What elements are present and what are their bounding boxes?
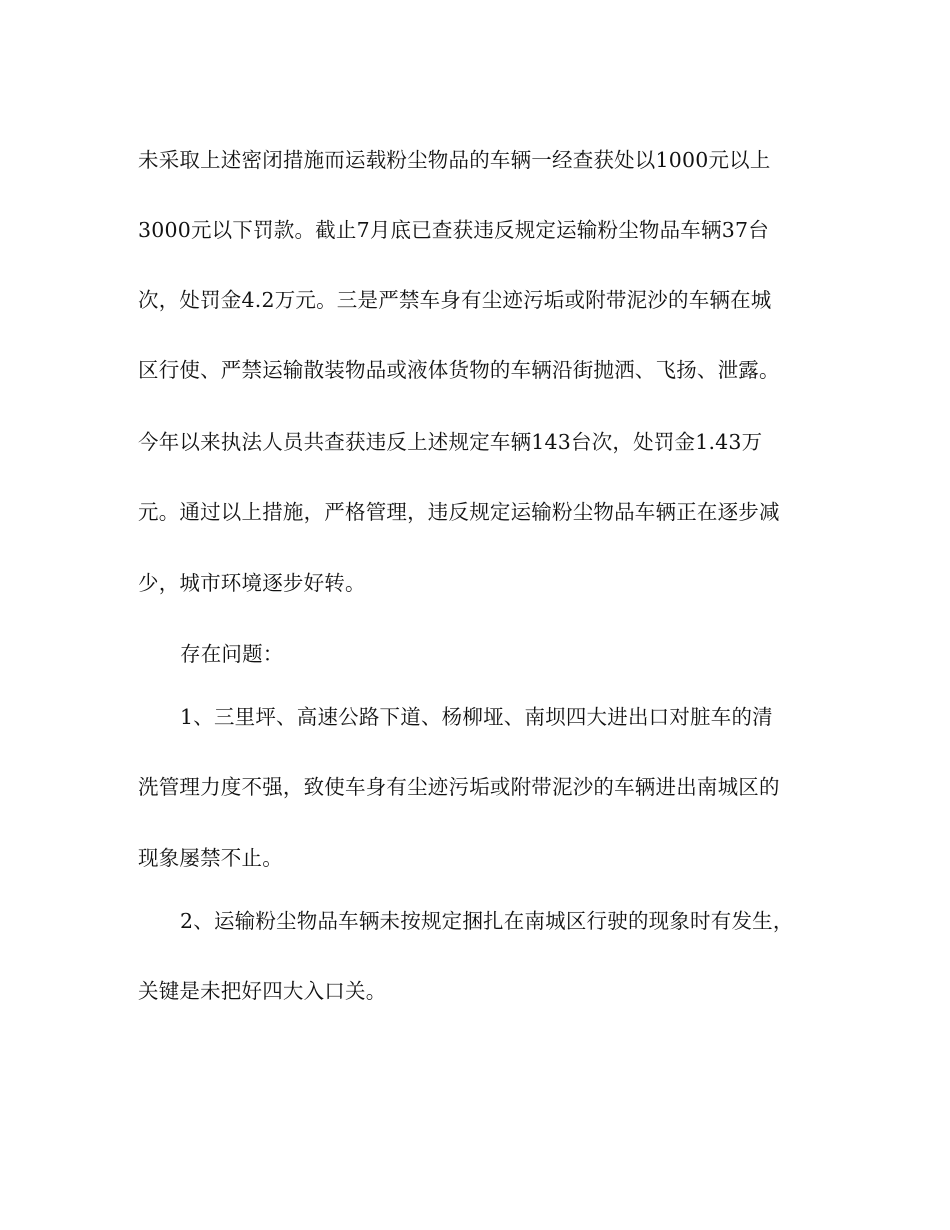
text-line: 少，城市环境逐步好转。	[138, 571, 366, 595]
text-line: 关键是未把好四大入口关。	[138, 979, 387, 1003]
text-line: 次，处罚金4.2万元。三是严禁车身有尘迹污垢或附带泥沙的车辆在城	[138, 288, 772, 312]
text-line: 1、三里坪、高速公路下道、杨柳垭、南坝四大进出口对脏车的清	[180, 705, 773, 729]
text-line: 未采取上述密闭措施而运载粉尘物品的车辆一经查获处以1000元以上	[138, 148, 771, 172]
text-line: 元。通过以上措施，严格管理，违反规定运输粉尘物品车辆正在逐步减	[138, 500, 780, 524]
text-line: 区行使、严禁运输散装物品或液体货物的车辆沿街抛洒、飞扬、泄露。	[138, 358, 780, 382]
text-line: 洗管理力度不强，致使车身有尘迹污垢或附带泥沙的车辆进出南城区的	[138, 775, 780, 799]
text-line: 2、运输粉尘物品车辆未按规定捆扎在南城区行驶的现象时有发生，	[180, 909, 794, 933]
text-line: 今年以来执法人员共查获违反上述规定车辆143台次，处罚金1.43万	[138, 430, 763, 454]
text-line: 现象屡禁不止。	[138, 846, 283, 870]
section-heading: 存在问题：	[180, 642, 284, 666]
text-line: 3000元以下罚款。截止7月底已查获违反规定运输粉尘物品车辆37台	[138, 218, 769, 242]
